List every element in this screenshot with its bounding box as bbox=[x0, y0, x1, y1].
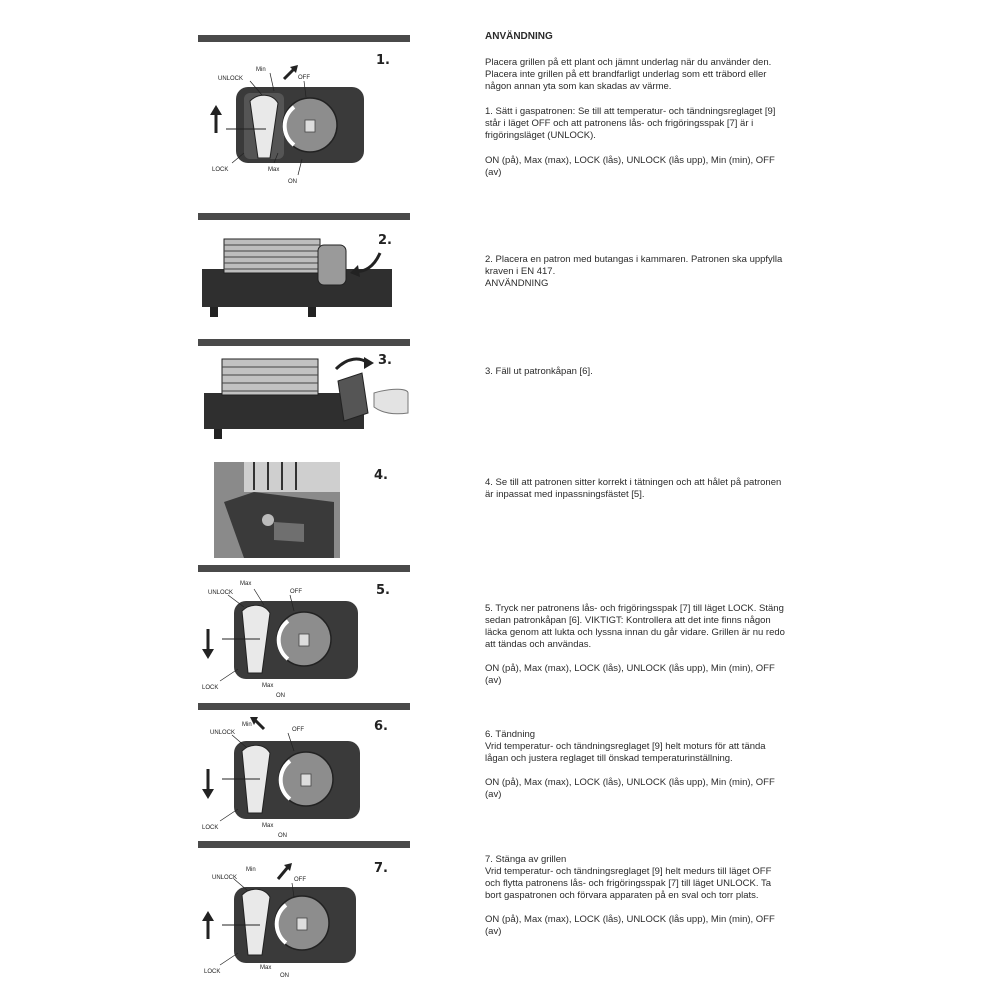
label-min: Min bbox=[246, 867, 256, 873]
step-3-text: 3. Fäll ut patronkåpan [6]. bbox=[485, 366, 593, 377]
label-unlock: UNLOCK bbox=[218, 76, 244, 82]
step-6 bbox=[198, 703, 410, 838]
step-3 bbox=[198, 339, 410, 451]
label-on: ON bbox=[276, 693, 285, 699]
control-panel-off-illustration bbox=[198, 855, 410, 979]
label-off: OFF bbox=[292, 727, 304, 733]
label-lock: LOCK bbox=[202, 825, 219, 831]
step-5-text: 5. Tryck ner patronens lås- och frigöringsspak [7] till läget LOCK. Stäng sedan patronkåpan [6]. VIKTIGT: Kontrollera att det inte finns någon läcka genom att lukta och lyssna innan du går vidare. Grillen är nu redo att tändas och användas. bbox=[485, 603, 785, 650]
cartridge-seal-photo bbox=[214, 462, 340, 558]
label-off: OFF bbox=[294, 877, 306, 883]
label-unlock: UNLOCK bbox=[208, 590, 234, 596]
step-number: 1. bbox=[376, 53, 390, 68]
label-min: Min bbox=[256, 67, 266, 73]
label-max-bottom: Max bbox=[262, 683, 274, 689]
control-panel-lock-illustration bbox=[198, 577, 410, 699]
step-7-section bbox=[485, 854, 785, 938]
label-lock: LOCK bbox=[212, 167, 229, 173]
intro-section bbox=[485, 31, 785, 179]
step-2-text: 2. Placera en patron med butangas i kammaren. Patronen ska uppfylla kraven i EN 417. bbox=[485, 254, 783, 277]
step-divider bbox=[198, 213, 410, 220]
step-2 bbox=[198, 213, 410, 325]
step-divider bbox=[198, 35, 410, 42]
label-unlock: UNLOCK bbox=[212, 875, 238, 881]
step-6-section bbox=[485, 729, 785, 801]
control-panel-ignition-illustration bbox=[198, 715, 410, 837]
step-divider bbox=[198, 841, 410, 848]
label-lock: LOCK bbox=[204, 969, 221, 975]
step-3-section bbox=[485, 366, 785, 378]
grill-cartridge-illustration bbox=[198, 227, 410, 323]
label-off: OFF bbox=[298, 75, 310, 81]
label-max: Max bbox=[268, 167, 280, 173]
step-number: 7. bbox=[374, 861, 388, 876]
step-divider bbox=[198, 703, 410, 710]
step-2-subheading: ANVÄNDNING bbox=[485, 278, 549, 289]
step-7-legend: ON (på), Max (max), LOCK (lås), UNLOCK (lås upp), Min (min), OFF (av) bbox=[485, 914, 775, 937]
step-6-text: Vrid temperatur- och tändningsreglaget [9] helt moturs för att tända lågan och justera reglaget till önskad temperaturinställning. bbox=[485, 741, 766, 764]
step-number: 4. bbox=[374, 468, 388, 483]
label-off: OFF bbox=[290, 589, 302, 595]
step-5-section bbox=[485, 603, 785, 687]
step-number: 3. bbox=[378, 353, 392, 368]
step-1-text: 1. Sätt i gaspatronen: Se till att temperatur- och tändningsreglaget [9] står i läget OFF och att patronens lås- och frigöringsspak [7] är i frigöringsläget (UNLOCK). bbox=[485, 106, 776, 141]
step-divider bbox=[198, 339, 410, 346]
label-max: Max bbox=[262, 823, 274, 829]
label-unlock: UNLOCK bbox=[210, 730, 236, 736]
label-lock: LOCK bbox=[202, 685, 219, 691]
step-6-title: 6. Tändning bbox=[485, 729, 536, 740]
step-number: 5. bbox=[376, 583, 390, 598]
step-7 bbox=[198, 841, 410, 981]
label-max: Max bbox=[240, 581, 252, 587]
label-min: Min bbox=[242, 722, 252, 728]
label-on: ON bbox=[280, 973, 289, 979]
control-panel-illustration bbox=[198, 63, 410, 195]
step-1-legend: ON (på), Max (max), LOCK (lås), UNLOCK (lås upp), Min (min), OFF (av) bbox=[485, 155, 775, 178]
step-2-section bbox=[485, 254, 785, 290]
step-4-section bbox=[485, 477, 785, 501]
step-number: 6. bbox=[374, 719, 388, 734]
step-4 bbox=[198, 454, 410, 562]
label-on: ON bbox=[278, 833, 287, 837]
intro-paragraph-1: Placera grillen på ett plant och jämnt underlag när du använder den. bbox=[485, 57, 772, 68]
grill-open-cover-illustration bbox=[198, 353, 410, 449]
step-1 bbox=[198, 35, 410, 195]
step-number: 2. bbox=[378, 233, 392, 248]
step-7-title: 7. Stänga av grillen bbox=[485, 854, 567, 865]
step-4-text: 4. Se till att patronen sitter korrekt i tätningen och att hålet på patronen är inpassat med inpassningsfästet [5]. bbox=[485, 477, 782, 500]
step-5 bbox=[198, 565, 410, 700]
step-5-legend: ON (på), Max (max), LOCK (lås), UNLOCK (lås upp), Min (min), OFF (av) bbox=[485, 663, 775, 686]
step-divider bbox=[198, 565, 410, 572]
step-6-legend: ON (på), Max (max), LOCK (lås), UNLOCK (lås upp), Min (min), OFF (av) bbox=[485, 777, 775, 800]
step-7-text: Vrid temperatur- och tändningsreglaget [9] helt medurs till läget OFF och flytta patronens lås- och frigöringsspak [7] till läget UNLOCK. Ta bort gaspatronen och förvara apparaten på en sval och torr plats. bbox=[485, 866, 772, 901]
section-heading: ANVÄNDNING bbox=[485, 31, 553, 42]
label-on: ON bbox=[288, 179, 297, 185]
label-max: Max bbox=[260, 965, 272, 971]
intro-paragraph-2: Placera inte grillen på ett brandfarligt underlag som ett träbord eller någon annan yta som kan skadas av värme. bbox=[485, 69, 767, 92]
